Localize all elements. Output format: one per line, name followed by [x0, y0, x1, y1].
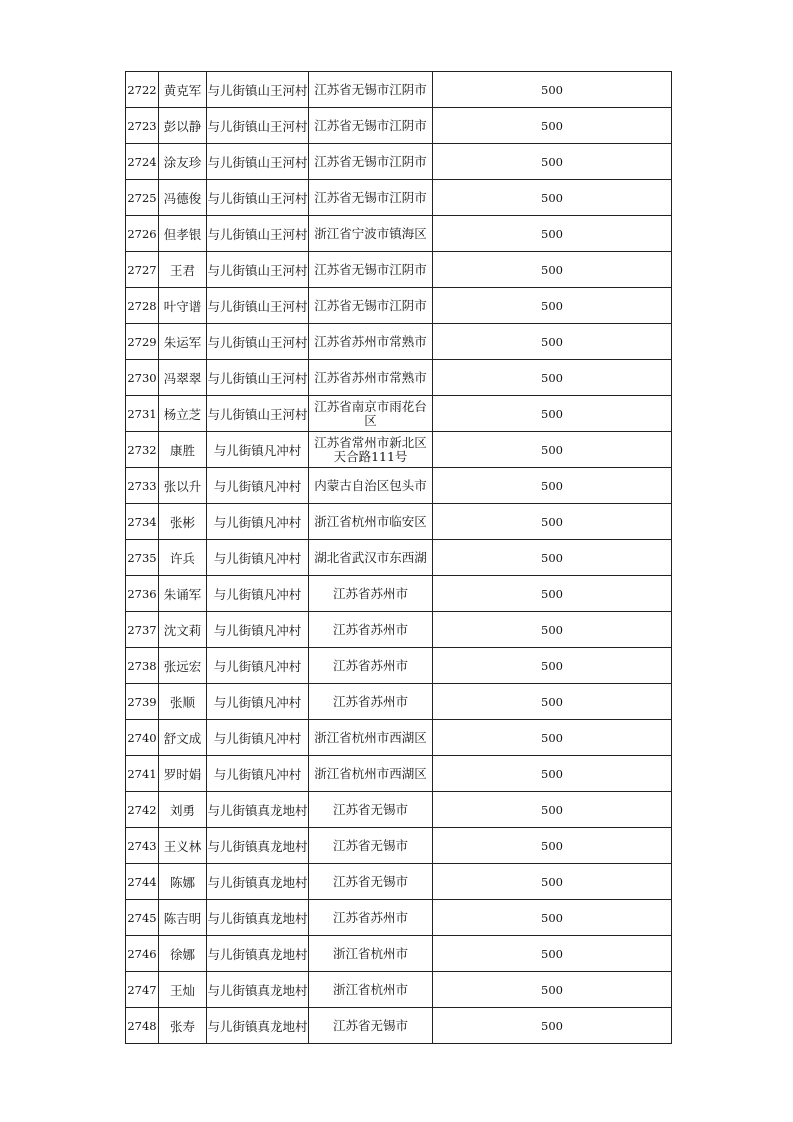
person-name-cell: 张彬 — [159, 504, 207, 540]
row-number-cell: 2738 — [126, 648, 159, 684]
row-number-cell: 2747 — [126, 972, 159, 1008]
table-row — [126, 468, 672, 504]
row-number-cell: 2736 — [126, 576, 159, 612]
work-address-cell — [309, 252, 433, 288]
subsidy-amount-cell: 500 — [433, 792, 672, 828]
row-number-cell: 2732 — [126, 432, 159, 468]
person-name-cell: 王灿 — [159, 972, 207, 1008]
table-row — [126, 504, 672, 540]
work-address-cell — [309, 360, 433, 396]
village-name-cell: 与儿街镇山王河村 — [207, 72, 309, 108]
row-number-cell: 2727 — [126, 252, 159, 288]
row-number-cell: 2723 — [126, 108, 159, 144]
work-address-cell — [309, 576, 433, 612]
work-address-cell — [309, 828, 433, 864]
work-address: 江苏省苏州市 — [332, 585, 408, 601]
person-name-cell: 但孝银 — [159, 216, 207, 252]
work-address-cell — [309, 108, 433, 144]
work-address: 江苏省苏州市 — [332, 693, 408, 709]
village-name-cell: 与儿街镇真龙地村 — [207, 864, 309, 900]
work-address-cell — [309, 972, 433, 1008]
work-address: 江苏省无锡市 — [332, 801, 408, 817]
person-name-cell: 涂友珍 — [159, 144, 207, 180]
work-address-cell — [309, 900, 433, 936]
village-name-cell: 与儿街镇凡冲村 — [207, 684, 309, 720]
row-number-cell: 2743 — [126, 828, 159, 864]
subsidy-amount-cell: 500 — [433, 900, 672, 936]
row-number-cell: 2735 — [126, 540, 159, 576]
village-name-cell: 与儿街镇山王河村 — [207, 108, 309, 144]
row-number-cell: 2728 — [126, 288, 159, 324]
subsidy-amount-cell: 500 — [433, 360, 672, 396]
row-number-cell: 2726 — [126, 216, 159, 252]
table-row — [126, 684, 672, 720]
row-number-cell: 2740 — [126, 720, 159, 756]
person-name-cell: 彭以静 — [159, 108, 207, 144]
village-name-cell: 与儿街镇山王河村 — [207, 252, 309, 288]
work-address: 江苏省苏州市 — [332, 909, 408, 925]
work-address-cell — [309, 324, 433, 360]
work-address: 江苏省无锡市江阴市 — [314, 189, 427, 205]
subsidy-amount-cell: 500 — [433, 720, 672, 756]
work-address: 江苏省苏州市常熟市 — [314, 369, 427, 385]
work-address-cell — [309, 540, 433, 576]
village-name-cell: 与儿街镇真龙地村 — [207, 900, 309, 936]
village-name-cell: 与儿街镇凡冲村 — [207, 576, 309, 612]
row-number-cell: 2746 — [126, 936, 159, 972]
village-name-cell: 与儿街镇山王河村 — [207, 180, 309, 216]
table-row — [126, 648, 672, 684]
table-row — [126, 720, 672, 756]
table-row — [126, 360, 672, 396]
person-name-cell: 冯德俊 — [159, 180, 207, 216]
work-address-cell — [309, 684, 433, 720]
person-name-cell: 张以升 — [159, 468, 207, 504]
table-row — [126, 396, 672, 432]
row-number-cell: 2741 — [126, 756, 159, 792]
village-name-cell: 与儿街镇凡冲村 — [207, 504, 309, 540]
row-number-cell: 2744 — [126, 864, 159, 900]
person-name-cell: 张寿 — [159, 1008, 207, 1044]
table-row — [126, 576, 672, 612]
row-number-cell: 2731 — [126, 396, 159, 432]
work-address-cell — [309, 144, 433, 180]
work-address: 江苏省无锡市 — [332, 837, 408, 853]
work-address-cell — [309, 504, 433, 540]
village-name-cell: 与儿街镇凡冲村 — [207, 468, 309, 504]
row-number-cell: 2745 — [126, 900, 159, 936]
person-name-cell: 陈吉明 — [159, 900, 207, 936]
village-name-cell: 与儿街镇山王河村 — [207, 288, 309, 324]
table-row — [126, 72, 672, 108]
work-address-cell — [309, 396, 433, 432]
work-address: 浙江省宁波市镇海区 — [314, 225, 427, 241]
table-row — [126, 144, 672, 180]
subsidy-amount-cell: 500 — [433, 576, 672, 612]
row-number-cell: 2734 — [126, 504, 159, 540]
table-row — [126, 324, 672, 360]
work-address-cell — [309, 72, 433, 108]
person-name-cell: 叶守谱 — [159, 288, 207, 324]
subsidy-amount-cell: 500 — [433, 540, 672, 576]
person-name-cell: 沈文莉 — [159, 612, 207, 648]
subsidy-amount-cell: 500 — [433, 756, 672, 792]
subsidy-amount-cell: 500 — [433, 144, 672, 180]
row-number-cell: 2742 — [126, 792, 159, 828]
row-number-cell: 2725 — [126, 180, 159, 216]
row-number-cell: 2737 — [126, 612, 159, 648]
table-row — [126, 936, 672, 972]
person-name-cell: 张顺 — [159, 684, 207, 720]
roster-table-body — [126, 72, 672, 1044]
person-name-cell: 张远宏 — [159, 648, 207, 684]
work-address: 江苏省无锡市 — [332, 1017, 408, 1033]
work-address-cell — [309, 756, 433, 792]
village-name-cell: 与儿街镇凡冲村 — [207, 648, 309, 684]
village-name-cell: 与儿街镇真龙地村 — [207, 936, 309, 972]
work-address-cell — [309, 936, 433, 972]
table-row — [126, 288, 672, 324]
village-name-cell: 与儿街镇凡冲村 — [207, 432, 309, 468]
work-address-cell — [309, 648, 433, 684]
person-name-cell: 杨立芝 — [159, 396, 207, 432]
work-address: 浙江省杭州市 — [332, 981, 408, 997]
work-address: 江苏省无锡市 — [332, 873, 408, 889]
work-address: 江苏省无锡市江阴市 — [314, 117, 427, 133]
village-name-cell: 与儿街镇真龙地村 — [207, 792, 309, 828]
person-name-cell: 王义林 — [159, 828, 207, 864]
village-name-cell: 与儿街镇真龙地村 — [207, 828, 309, 864]
table-row — [126, 108, 672, 144]
work-address: 浙江省杭州市西湖区 — [314, 729, 427, 745]
subsidy-amount-cell: 500 — [433, 108, 672, 144]
subsidy-amount-cell: 500 — [433, 72, 672, 108]
subsidy-amount-cell: 500 — [433, 468, 672, 504]
work-address-cell — [309, 864, 433, 900]
village-name-cell: 与儿街镇山王河村 — [207, 324, 309, 360]
village-name-cell: 与儿街镇真龙地村 — [207, 972, 309, 1008]
subsidy-amount-cell: 500 — [433, 324, 672, 360]
table-row — [126, 900, 672, 936]
work-address: 浙江省杭州市西湖区 — [314, 765, 427, 781]
work-address: 浙江省杭州市 — [332, 945, 408, 961]
table-row — [126, 828, 672, 864]
work-address: 江苏省无锡市江阴市 — [314, 297, 427, 313]
work-address: 江苏省无锡市江阴市 — [314, 261, 427, 277]
table-row — [126, 612, 672, 648]
row-number-cell: 2733 — [126, 468, 159, 504]
person-name-cell: 冯翠翠 — [159, 360, 207, 396]
table-row — [126, 432, 672, 468]
village-name-cell: 与儿街镇真龙地村 — [207, 1008, 309, 1044]
subsidy-amount-cell: 500 — [433, 972, 672, 1008]
village-name-cell: 与儿街镇山王河村 — [207, 396, 309, 432]
table-row — [126, 540, 672, 576]
person-name-cell: 康胜 — [159, 432, 207, 468]
person-name-cell: 许兵 — [159, 540, 207, 576]
work-address: 内蒙古自治区包头市 — [314, 477, 427, 493]
table-row — [126, 1008, 672, 1044]
work-address-cell — [309, 432, 433, 468]
subsidy-amount-cell: 500 — [433, 504, 672, 540]
subsidy-amount-cell: 500 — [433, 828, 672, 864]
person-name-cell: 王君 — [159, 252, 207, 288]
subsidy-amount-cell: 500 — [433, 864, 672, 900]
work-address-cell — [309, 288, 433, 324]
row-number-cell: 2724 — [126, 144, 159, 180]
table-row — [126, 252, 672, 288]
subsidy-amount-cell: 500 — [433, 288, 672, 324]
work-address: 浙江省杭州市临安区 — [314, 513, 427, 529]
row-number-cell: 2722 — [126, 72, 159, 108]
person-name-cell: 罗时娟 — [159, 756, 207, 792]
subsidy-amount-cell: 500 — [433, 936, 672, 972]
subsidy-amount-cell: 500 — [433, 1008, 672, 1044]
row-number-cell: 2730 — [126, 360, 159, 396]
person-name-cell: 徐娜 — [159, 936, 207, 972]
village-name-cell: 与儿街镇凡冲村 — [207, 612, 309, 648]
work-address: 江苏省无锡市江阴市 — [314, 153, 427, 169]
table-row — [126, 792, 672, 828]
village-name-cell: 与儿街镇山王河村 — [207, 144, 309, 180]
village-name-cell: 与儿街镇凡冲村 — [207, 540, 309, 576]
row-number-cell: 2739 — [126, 684, 159, 720]
village-name-cell: 与儿街镇凡冲村 — [207, 720, 309, 756]
subsidy-amount-cell: 500 — [433, 432, 672, 468]
subsidy-amount-cell: 500 — [433, 648, 672, 684]
table-row — [126, 756, 672, 792]
work-address-cell — [309, 180, 433, 216]
subsidy-amount-cell: 500 — [433, 252, 672, 288]
table-row — [126, 216, 672, 252]
work-address: 江苏省苏州市 — [332, 621, 408, 637]
person-name-cell: 陈娜 — [159, 864, 207, 900]
work-address: 湖北省武汉市东西湖 — [314, 549, 427, 565]
subsidy-amount-cell: 500 — [433, 684, 672, 720]
work-address: 江苏省无锡市江阴市 — [314, 81, 427, 97]
roster-sheet — [125, 71, 671, 1044]
row-number-cell: 2729 — [126, 324, 159, 360]
village-name-cell: 与儿街镇凡冲村 — [207, 756, 309, 792]
person-name-cell: 朱诵军 — [159, 576, 207, 612]
work-address-cell — [309, 612, 433, 648]
work-address-cell — [309, 720, 433, 756]
table-row — [126, 180, 672, 216]
work-address: 江苏省苏州市常熟市 — [314, 333, 427, 349]
subsidy-amount-cell: 500 — [433, 216, 672, 252]
table-row — [126, 972, 672, 1008]
roster-table — [125, 71, 672, 1044]
person-name-cell: 舒文成 — [159, 720, 207, 756]
work-address-cell — [309, 468, 433, 504]
person-name-cell: 朱运军 — [159, 324, 207, 360]
subsidy-amount-cell: 500 — [433, 396, 672, 432]
work-address: 江苏省南京市雨花台区 — [314, 398, 427, 428]
work-address: 江苏省苏州市 — [332, 657, 408, 673]
work-address-cell — [309, 792, 433, 828]
work-address-cell — [309, 216, 433, 252]
table-row — [126, 864, 672, 900]
village-name-cell: 与儿街镇山王河村 — [207, 216, 309, 252]
row-number-cell: 2748 — [126, 1008, 159, 1044]
work-address-cell — [309, 1008, 433, 1044]
work-address: 江苏省常州市新北区天合路111号 — [314, 434, 427, 464]
subsidy-amount-cell: 500 — [433, 180, 672, 216]
village-name-cell: 与儿街镇山王河村 — [207, 360, 309, 396]
subsidy-amount-cell: 500 — [433, 612, 672, 648]
person-name-cell: 刘勇 — [159, 792, 207, 828]
person-name-cell: 黄克军 — [159, 72, 207, 108]
